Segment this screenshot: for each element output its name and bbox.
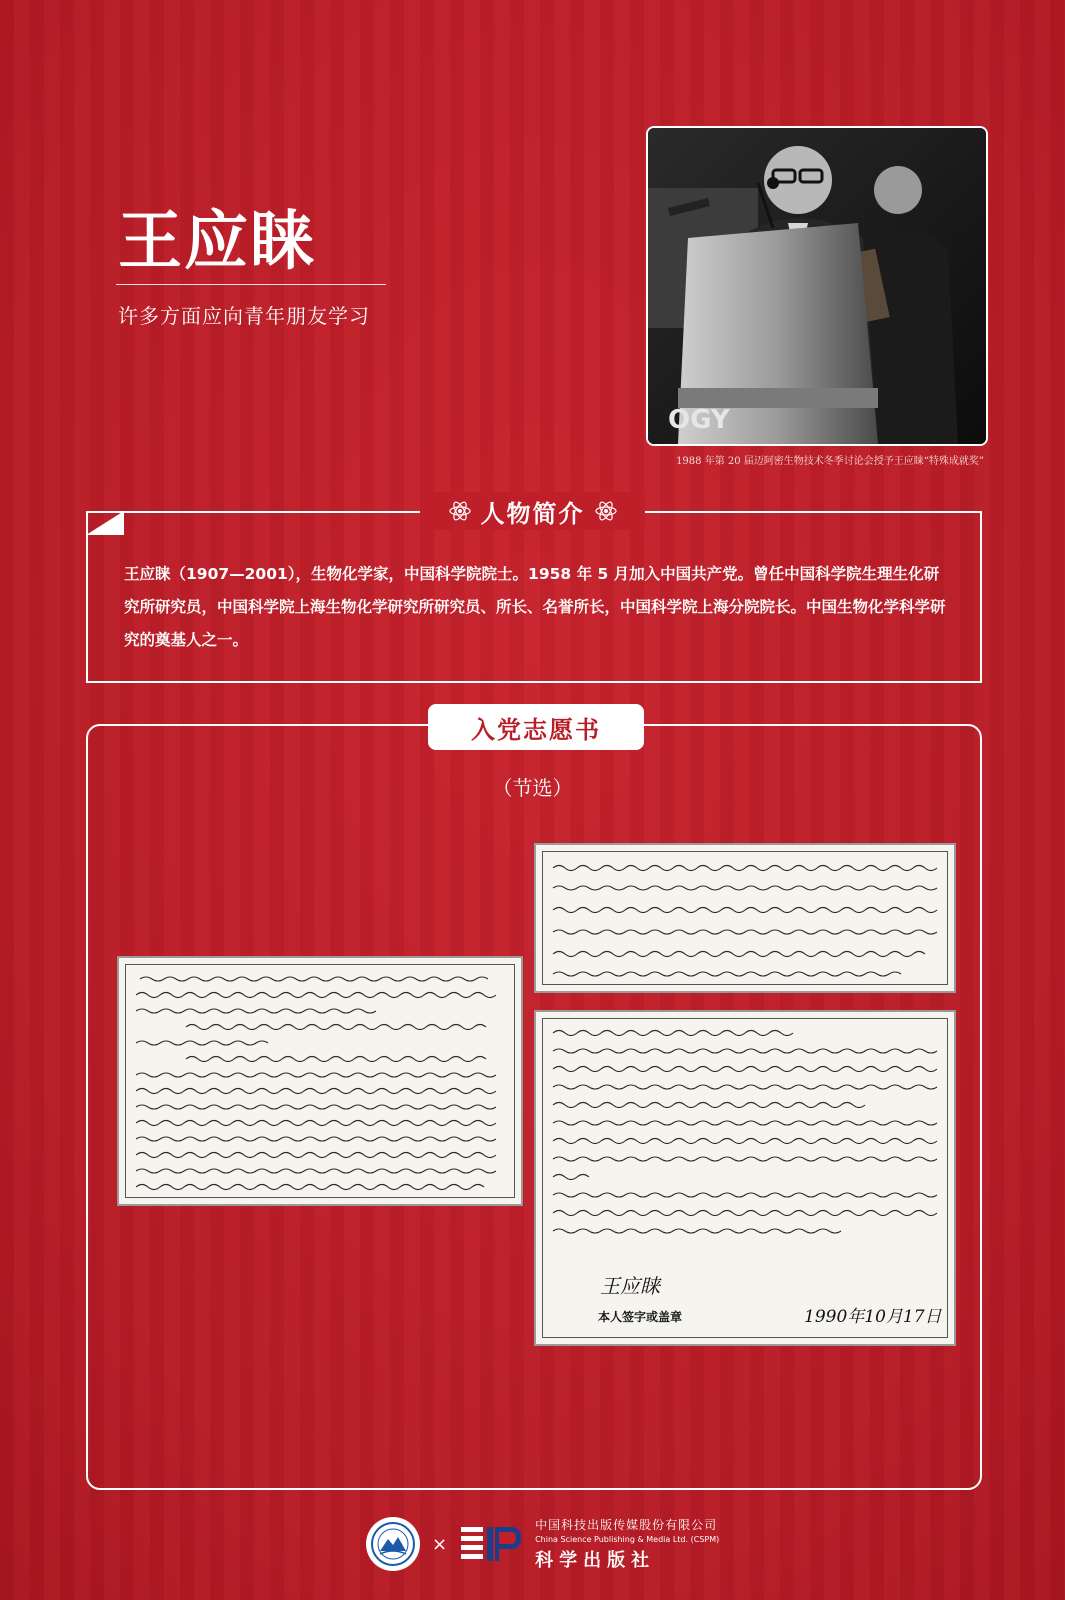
cspm-logo-icon [459,1521,525,1567]
publisher-name: 科学出版社 [535,1550,656,1571]
page-title: 王应睐 [118,204,316,279]
atom-icon [449,500,471,522]
handwritten-scan-bottom-right [534,1010,956,1346]
scan-frame [542,851,948,985]
bio-heading-label: 人物简介 [480,498,585,528]
signature-label: 本人签字或盖章 [598,1310,683,1324]
signature: 王应睐 [600,1274,660,1298]
handwriting-image [543,852,951,988]
title-divider [116,284,386,285]
footer-logos [366,1514,719,1574]
bio-text: 王应睐（1907—2001），生物化学家，中国科学院院士。1958 年 5 月加入中国共产党。曾任中国科学院生理生化研究所研究员，中国科学院上海生物化学研究所研究员、所长、名誉所长，中国科学院上海分院院长。中国生物化学科学研究的奠基人之一。 [124,565,946,649]
handwritten-scan-left [117,956,523,1206]
signature-date: 1990年10月17日 [804,1307,942,1327]
handwriting-image [126,965,518,1201]
publisher-block [535,1516,719,1572]
atom-icon [595,500,617,522]
page-subtitle: 许多方面应向青年朋友学习 [118,304,370,328]
times-symbol: × [432,1533,448,1555]
bio-heading [420,492,645,530]
publisher-en: China Science Publishing & Media Ltd. (CSPM) [535,1535,720,1544]
application-heading: 入党志愿书 [428,704,644,750]
photo-caption: 1988 年第 20 届迈阿密生物技术冬季讨论会授予王应睐“特殊成就奖” [676,456,984,467]
application-subheading: （节选） [492,776,573,800]
portrait-photo [646,126,988,446]
organization-emblem-icon [366,1517,420,1571]
svg-text:OGY: OGY [668,405,730,435]
publisher-cn: 中国科技出版传媒股份有限公司 [535,1518,718,1532]
scan-frame [125,964,515,1198]
handwritten-scan-top-right [534,843,956,993]
